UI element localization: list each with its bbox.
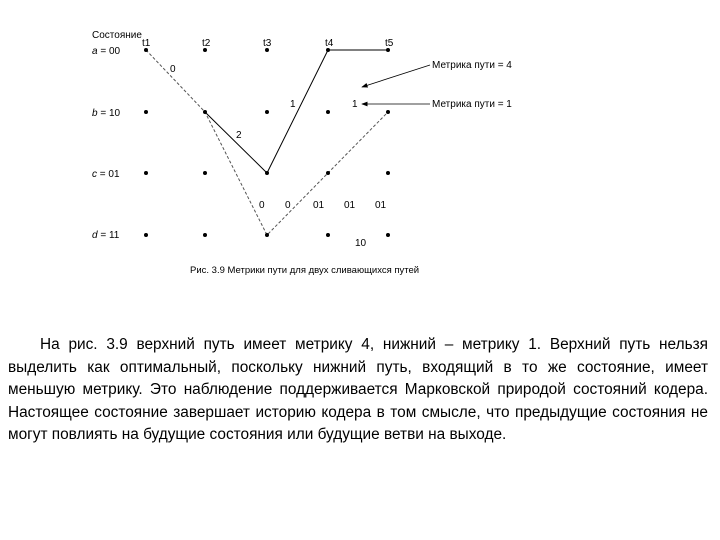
branch-label: 2 [236, 130, 242, 141]
node [144, 233, 148, 237]
node [326, 171, 330, 175]
node [203, 110, 207, 114]
time-label-t5: t5 [385, 38, 394, 49]
figure-caption: Рис. 3.9 Метрики пути для двух сливающихся путей [190, 265, 420, 276]
time-label-t3: t3 [263, 38, 272, 49]
branch-label: 10 [355, 238, 367, 249]
node [386, 171, 390, 175]
state-label-d: d = 11 [92, 230, 120, 241]
node [265, 171, 269, 175]
state-label-a: a = 00 [92, 46, 121, 57]
node [144, 171, 148, 175]
node [386, 110, 390, 114]
branch-label: 0 [259, 200, 265, 211]
branch-label: 01 [344, 200, 356, 211]
node [326, 233, 330, 237]
body-paragraph: На рис. 3.9 верхний путь имеет метрику 4, нижний – метрику 1. Верхний путь нельзя выделить как оптимальный, поскольку нижний путь, входящий в то же состояние, имеет меньшую метрику. Это наблюдение поддерживается Марковской природой состояний кодера. Настоящее состояние завершает историю кодера в том смысле, что предыдущие состояния не могут повлиять на будущие состояния или будущие ветви на выходе. [8, 336, 708, 443]
node [326, 110, 330, 114]
branch-label: 1 [290, 99, 296, 110]
upper-path [205, 50, 388, 173]
annotation-lower-metric: Метрика пути = 1 [432, 99, 512, 110]
node [386, 233, 390, 237]
time-label-t4: t4 [325, 38, 334, 49]
branch-label: 0 [285, 200, 291, 211]
state-label-b: b = 10 [92, 108, 121, 119]
node [265, 110, 269, 114]
branch-label: 1 [352, 99, 358, 110]
annotation-arrow-upper [362, 65, 430, 87]
time-label-t1: t1 [142, 38, 151, 49]
branch-label: 01 [313, 200, 325, 211]
branch-label: 0 [170, 64, 176, 75]
node [203, 233, 207, 237]
annotation-upper-metric: Метрика пути = 4 [432, 60, 512, 71]
node [144, 110, 148, 114]
node [265, 233, 269, 237]
time-label-t2: t2 [202, 38, 211, 49]
node [203, 171, 207, 175]
state-header: Состояние [92, 30, 142, 41]
state-label-c: c = 01 [92, 169, 120, 180]
branch-label: 01 [375, 200, 387, 211]
